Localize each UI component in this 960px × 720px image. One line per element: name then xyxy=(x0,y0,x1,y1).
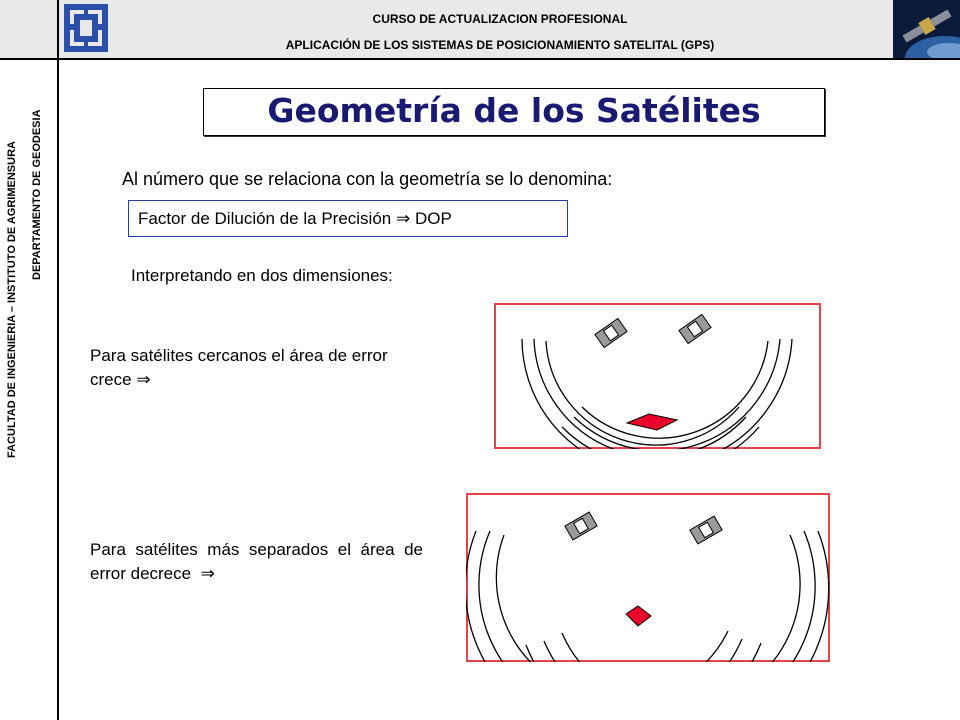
faculty-label: FACULTAD DE INGENIERIA – INSTITUTO DE AGRIMENSURA xyxy=(6,141,18,458)
slide-title: Geometría de los Satélites xyxy=(267,91,761,130)
implies-arrow-icon: ⇒ xyxy=(136,370,151,389)
near-case-text xyxy=(90,344,420,392)
dop-definition xyxy=(138,209,452,229)
implies-arrow-icon: ⇒ xyxy=(200,564,215,583)
intro-text: Al número que se relaciona con la geometría se lo denomina: xyxy=(122,169,613,189)
sidebar-divider xyxy=(57,0,59,720)
dop-label: Factor de Dilución de la Precisión xyxy=(138,209,392,228)
far-case-label: Para satélites más separados el área de error decrece xyxy=(90,540,423,583)
department-label: DEPARTAMENTO DE GEODESIA xyxy=(31,109,43,280)
dop-value: DOP xyxy=(414,209,452,228)
interpret-text: Interpretando en dos dimensiones: xyxy=(131,266,393,285)
satellite-image xyxy=(893,0,960,58)
near-satellites-diagram xyxy=(494,303,821,449)
university-logo xyxy=(60,0,112,56)
header-divider xyxy=(0,58,960,60)
near-case-label: Para satélites cercanos el área de error crece xyxy=(90,346,388,389)
diagram-frame xyxy=(467,494,829,661)
separated-satellites-diagram xyxy=(466,493,830,662)
course-subtitle: APLICACIÓN DE LOS SISTEMAS DE POSICIONAMIENTO SATELITAL (GPS) xyxy=(285,38,715,52)
course-title: CURSO DE ACTUALIZACION PROFESIONAL xyxy=(372,12,628,26)
implies-arrow-icon: ⇒ xyxy=(395,209,411,228)
far-case-text xyxy=(90,538,423,586)
